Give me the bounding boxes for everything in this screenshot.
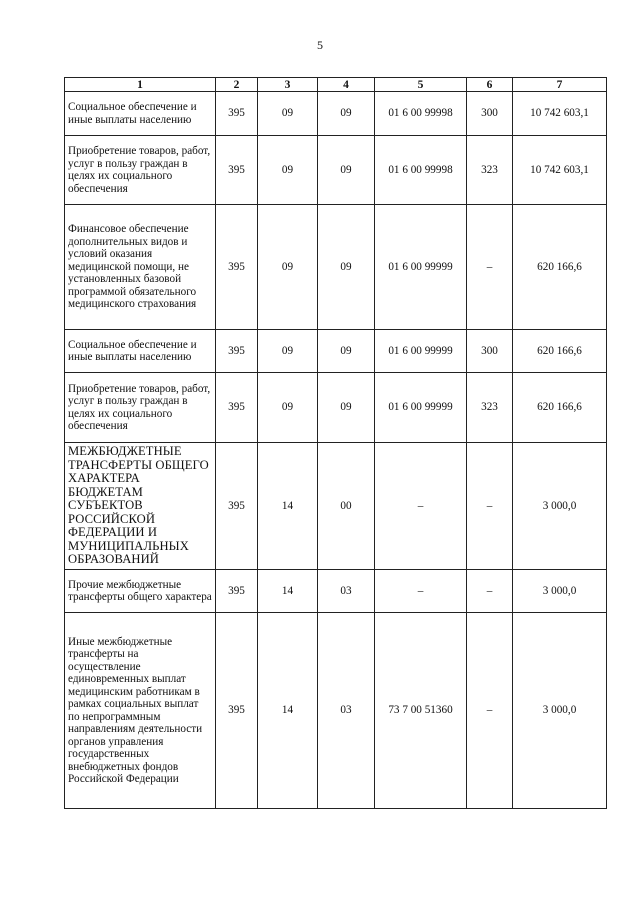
csr-cell: 01 6 00 99998: [375, 136, 467, 205]
vr-cell: –: [467, 570, 513, 613]
subsection-cell: 09: [318, 373, 375, 443]
vr-cell: 323: [467, 373, 513, 443]
table-row: [65, 205, 607, 330]
amount-cell: 10 742 603,1: [513, 92, 607, 136]
rz-cell: 395: [216, 570, 258, 613]
table-row: [65, 613, 607, 809]
table-row: [65, 443, 607, 570]
subsection-cell: 09: [318, 92, 375, 136]
vr-cell: –: [467, 613, 513, 809]
csr-cell: 01 6 00 99999: [375, 330, 467, 373]
row-name-cell: Финансовое обеспечение дополнительных видов и условий оказания медицинской помощи, не установленных базовой программой обязательного медицинского страхования: [65, 205, 216, 330]
budget-table: [64, 77, 607, 809]
amount-cell: 3 000,0: [513, 443, 607, 570]
pr-cell: 09: [258, 330, 318, 373]
rz-cell: 395: [216, 205, 258, 330]
csr-cell: 73 7 00 51360: [375, 613, 467, 809]
row-name-cell: Социальное обеспечение и иные выплаты населению: [65, 330, 216, 373]
amount-cell: 3 000,0: [513, 613, 607, 809]
header-col-3: 3: [258, 78, 318, 92]
pr-cell: 09: [258, 92, 318, 136]
header-col-7: 7: [513, 78, 607, 92]
rz-cell: 395: [216, 330, 258, 373]
csr-cell: –: [375, 570, 467, 613]
table-header-row: [65, 78, 607, 92]
pr-cell: 09: [258, 205, 318, 330]
header-col-5: 5: [375, 78, 467, 92]
pr-cell: 09: [258, 373, 318, 443]
rz-cell: 395: [216, 373, 258, 443]
table-row: [65, 92, 607, 136]
table-row: [65, 570, 607, 613]
csr-cell: 01 6 00 99999: [375, 205, 467, 330]
pr-cell: 14: [258, 443, 318, 570]
header-col-1: 1: [65, 78, 216, 92]
vr-cell: 300: [467, 92, 513, 136]
header-col-4: 4: [318, 78, 375, 92]
rz-cell: 395: [216, 92, 258, 136]
header-col-6: 6: [467, 78, 513, 92]
csr-cell: 01 6 00 99999: [375, 373, 467, 443]
amount-cell: 620 166,6: [513, 205, 607, 330]
vr-cell: 323: [467, 136, 513, 205]
pr-cell: 14: [258, 570, 318, 613]
rz-cell: 395: [216, 613, 258, 809]
row-name-cell: Иные межбюджетные трансферты на осуществление единовременных выплат медицинским работникам в рамках социальных выплат по непрограммным направлениям деятельности органов управления государственных внебюджетных фондов Российской Федерации: [65, 613, 216, 809]
table-row: [65, 330, 607, 373]
subsection-cell: 03: [318, 570, 375, 613]
rz-cell: 395: [216, 136, 258, 205]
row-name-cell: Прочие межбюджетные трансферты общего характера: [65, 570, 216, 613]
table-row: [65, 136, 607, 205]
csr-cell: –: [375, 443, 467, 570]
subsection-cell: 09: [318, 330, 375, 373]
table-body: [65, 92, 607, 809]
rz-cell: 395: [216, 443, 258, 570]
amount-cell: 620 166,6: [513, 330, 607, 373]
vr-cell: –: [467, 443, 513, 570]
csr-cell: 01 6 00 99998: [375, 92, 467, 136]
page-number: 5: [317, 38, 323, 52]
amount-cell: 10 742 603,1: [513, 136, 607, 205]
row-name-cell: Приобретение товаров, работ, услуг в пользу граждан в целях их социального обеспечения: [65, 373, 216, 443]
pr-cell: 14: [258, 613, 318, 809]
header-col-2: 2: [216, 78, 258, 92]
amount-cell: 3 000,0: [513, 570, 607, 613]
vr-cell: –: [467, 205, 513, 330]
row-name-cell: МЕЖБЮДЖЕТНЫЕ ТРАНСФЕРТЫ ОБЩЕГО ХАРАКТЕРА БЮДЖЕТАМ СУБЪЕКТОВ РОССИЙСКОЙ ФЕДЕРАЦИИ И МУНИЦИПАЛЬНЫХ ОБРАЗОВАНИЙ: [65, 443, 216, 570]
subsection-cell: 03: [318, 613, 375, 809]
table-row: [65, 373, 607, 443]
row-name-cell: Приобретение товаров, работ, услуг в пользу граждан в целях их социального обеспечения: [65, 136, 216, 205]
subsection-cell: 09: [318, 136, 375, 205]
pr-cell: 09: [258, 136, 318, 205]
subsection-cell: 00: [318, 443, 375, 570]
subsection-cell: 09: [318, 205, 375, 330]
vr-cell: 300: [467, 330, 513, 373]
row-name-cell: Социальное обеспечение и иные выплаты населению: [65, 92, 216, 136]
amount-cell: 620 166,6: [513, 373, 607, 443]
